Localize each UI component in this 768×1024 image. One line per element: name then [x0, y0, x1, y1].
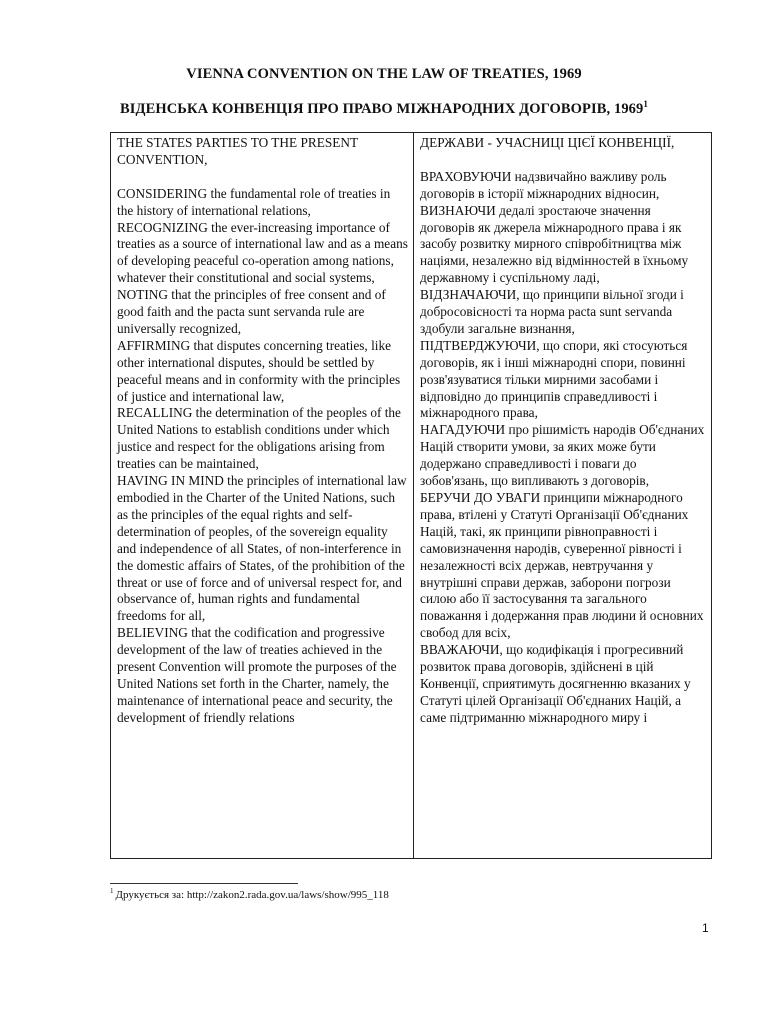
ukrainian-paragraph: БЕРУЧИ ДО УВАГИ принципи міжнародного права, втілені у Статуті Організації Об'єднаних Націй, такі, як принципи рівноправності і самовизначення народів, суверенної рівності і незалежності всіх держав, невтручання у внутрішні справи держав, заборони погрози силою або її застосування та загального поважання і додержання прав людини й основних свобод для всіх,: [420, 490, 704, 641]
footnote-label: Друкується за: [115, 889, 182, 901]
ukrainian-paragraph: ВИЗНАЮЧИ дедалі зростаюче значення договорів як джерела міжнародного права і як засобу розвитку мирного співробітництва між націями, незалежно від відмінностей в їхньому державному і суспільному ладі,: [420, 202, 689, 286]
english-paragraph: RECOGNIZING the ever-increasing importance of treaties as a source of international law and as a means of developing peaceful co-operation among nations, whatever their constitutional and social systems,: [117, 219, 408, 286]
ukrainian-paragraph: НАГАДУЮЧИ про рішимість народів Об'єднаних Націй створити умови, за яких може бути додержано справедливості і поваги до зобов'язань, що випливають з договорів,: [420, 422, 705, 489]
english-paragraph: BELIEVING that the codification and progressive development of the law of treaties achieved in the present Convention will promote the purposes of the United Nations set forth in the Charter, namely, the maintenance of international peace and security, the development of friendly relations: [117, 625, 397, 725]
title-footnote-mark: 1: [643, 99, 648, 110]
footnote-divider: [110, 883, 298, 884]
title-ukrainian: [0, 101, 768, 118]
ukrainian-paragraph: ВРАХОВУЮЧИ надзвичайно важливу роль договорів в історії міжнародних відносин,: [420, 168, 667, 201]
ukrainian-paragraph: ВІДЗНАЧАЮЧИ, що принципи вільної згоди і добросовісності та норма pacta sunt servanda здобули загальне визнання,: [420, 287, 684, 336]
ukrainian-heading: ДЕРЖАВИ - УЧАСНИЦІ ЦІЄЇ КОНВЕНЦІЇ,: [420, 135, 675, 150]
footnote: [110, 889, 389, 901]
title-english: VIENNA CONVENTION ON THE LAW OF TREATIES, 1969: [186, 66, 582, 82]
page-number: 1: [702, 921, 709, 935]
english-paragraph: RECALLING the determination of the peoples of the United Nations to establish conditions under which justice and respect for the obligations arising from treaties can be maintained,: [117, 405, 401, 472]
english-heading: THE STATES PARTIES TO THE PRESENT CONVENTION,: [117, 135, 358, 167]
footnote-source-link[interactable]: : http://zakon2.rada.gov.ua/laws/show/995_118: [181, 889, 389, 901]
english-column: [111, 133, 414, 859]
ukrainian-paragraph: ПІДТВЕРДЖУЮЧИ, що спори, які стосуються договорів, як і інші міжнародні спори, повинні розв'язуватися тільки мирними засобами і відповідно до принципів справедливості і міжнародного права,: [420, 337, 688, 421]
english-paragraph: HAVING IN MIND the principles of international law embodied in the Charter of the United Nations, such as the principles of the equal rights and self-determination of peoples, of the sovereign equality and independence of all States, of non-interference in the domestic affairs of States, of the prohibition of the threat or use of force and of universal respect for, and observance of, human rights and fundamental freedoms for all,: [117, 473, 407, 624]
english-paragraph: NOTING that the principles of free consent and of good faith and the pacta sunt servanda rule are universally recognized,: [117, 287, 386, 336]
bilingual-text-table: [110, 132, 712, 859]
ukrainian-column: [414, 133, 712, 859]
ukrainian-paragraph: ВВАЖАЮЧИ, що кодифікація і прогресивний розвиток права договорів, здійснені в цій Конвенції, сприятимуть досягненню вказаних у Статуті цілей Організації Об'єднаних Націй, а саме підтриманню міжнародного миру і: [420, 642, 691, 725]
table-row: [111, 133, 712, 859]
title-ukrainian-text: ВІДЕНСЬКА КОНВЕНЦІЯ ПРО ПРАВО МІЖНАРОДНИХ ДОГОВОРІВ, 1969: [120, 101, 644, 117]
footnote-mark: 1: [110, 887, 114, 896]
english-paragraph: CONSIDERING the fundamental role of treaties in the history of international relations,: [117, 185, 391, 218]
english-paragraph: AFFIRMING that disputes concerning treaties, like other international disputes, should be settled by peaceful means and in conformity with the principles of justice and international law,: [117, 337, 401, 404]
